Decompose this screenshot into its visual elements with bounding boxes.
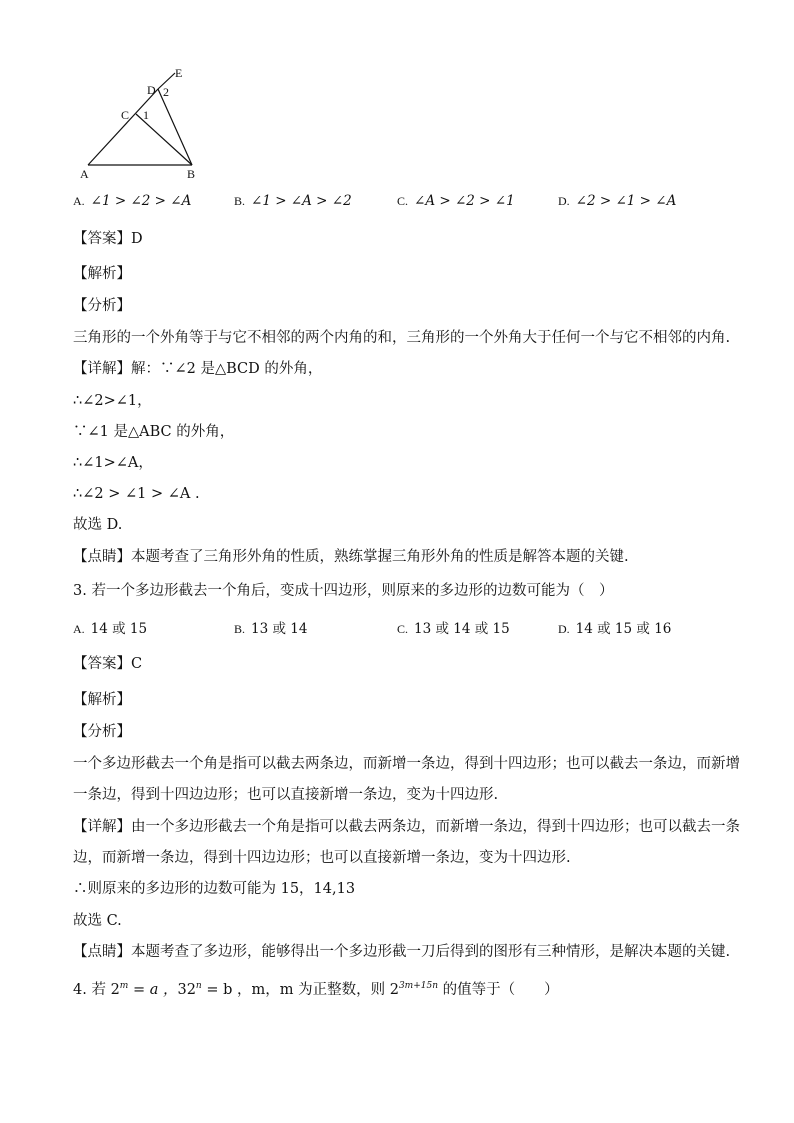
figure-lines <box>88 73 192 165</box>
option-text: ∠1 > ∠2 > ∠A <box>90 193 192 209</box>
label-C: C <box>121 108 130 122</box>
label-E: E <box>175 66 183 80</box>
option-key: D. <box>558 622 570 636</box>
q3-answer: 【答案】C <box>73 656 143 672</box>
q2-analysis: 三角形的一个外角等于与它不相邻的两个内角的和，三角形的一个外角大于任何一个与它不相邻的内角. <box>73 330 731 346</box>
q3-detail-1: 【详解】由一个多边形截去一个角是指可以截去两条边，而新增一条边，得到十四边形；也可以截去一条 <box>73 819 740 835</box>
q2-answer: 【答案】D <box>73 231 143 247</box>
q2-detail-3: ∵∠1 是△ABC 的外角， <box>73 424 235 440</box>
q3-detail-4: 故选 C. <box>73 913 122 929</box>
q4-eq1: = a ， <box>128 981 178 998</box>
q2-jiexi: 【解析】 <box>73 266 131 282</box>
label-B: B <box>187 167 196 181</box>
label-D: D <box>147 83 156 97</box>
q3-option-c <box>397 619 510 639</box>
q2-dianjing: 【点睛】本题考查了三角形外角的性质，熟练掌握三角形外角的性质是解答本题的关键. <box>73 549 629 565</box>
label-angle-1: 1 <box>143 108 149 122</box>
q3-detail-2: 边，而新增一条边，得到十四边边形；也可以直接新增一条边，变为十四边形. <box>73 850 571 866</box>
q2-detail-5: ∴∠2 > ∠1 > ∠A . <box>73 486 200 502</box>
q3-analysis-2: 一条边，得到十四边边形；也可以直接新增一条边，变为十四边形. <box>73 787 499 803</box>
option-key: C. <box>397 194 409 208</box>
option-key: A. <box>73 194 85 208</box>
q2-option-b <box>234 191 352 211</box>
option-text: ∠2 > ∠1 > ∠A <box>575 193 677 209</box>
q4-base2: 32 <box>177 981 196 998</box>
option-key: B. <box>234 622 246 636</box>
q2-detail-6: 故选 D. <box>73 517 123 533</box>
option-text: 14 或 15 <box>90 621 148 637</box>
q4-exp2: n <box>195 981 202 991</box>
q4-question <box>73 976 559 1000</box>
option-text: 14 或 15 或 16 <box>575 621 672 637</box>
q2-detail-1: 【详解】解：∵∠2 是△BCD 的外角， <box>73 361 323 377</box>
q2-fenxi: 【分析】 <box>73 298 131 314</box>
option-key: C. <box>397 622 409 636</box>
q2-option-c <box>397 191 515 211</box>
option-key: B. <box>234 194 246 208</box>
q3-jiexi: 【解析】 <box>73 692 131 708</box>
q4-base1: 2 <box>110 981 120 998</box>
q3-dianjing: 【点睛】本题考查了多边形，能够得出一个多边形截一刀后得到的图形有三种情形，是解决本题的关键. <box>73 944 731 960</box>
q3-question: 3. 若一个多边形截去一个角后，变成十四边形，则原来的多边形的边数可能为（ ） <box>73 583 614 599</box>
label-angle-2: 2 <box>163 85 169 99</box>
q2-option-d <box>558 191 676 211</box>
option-text: 13 或 14 <box>251 621 308 637</box>
q4-exp3: 3m+15n <box>398 981 438 991</box>
q3-option-a <box>73 619 147 639</box>
q2-option-a <box>73 191 191 211</box>
option-text: ∠A > ∠2 > ∠1 <box>414 193 515 209</box>
q4-exp1: m <box>119 981 129 991</box>
q2-detail-4: ∴∠1>∠A， <box>73 455 153 471</box>
q4-prefix: 4. 若 <box>73 981 111 998</box>
q3-detail-3: ∴则原来的多边形的边数可能为 15，14,13 <box>73 881 356 897</box>
option-text: 13 或 14 或 15 <box>414 621 510 637</box>
q2-detail-2: ∴∠2>∠1， <box>73 393 152 409</box>
q3-option-d <box>558 619 671 639</box>
q3-option-b <box>234 619 307 639</box>
q4-eq2: = b ，m，m 为正整数，则 <box>201 981 390 998</box>
q3-fenxi: 【分析】 <box>73 724 131 740</box>
option-key: A. <box>73 622 85 636</box>
option-text: ∠1 > ∠A > ∠2 <box>251 193 352 209</box>
label-A: A <box>80 167 89 181</box>
q4-base3: 2 <box>389 981 399 998</box>
triangle-figure <box>75 65 215 185</box>
option-key: D. <box>558 194 570 208</box>
q4-suffix: 的值等于（ ） <box>438 981 559 998</box>
q3-analysis-1: 一个多边形截去一个角是指可以截去两条边，而新增一条边，得到十四边形；也可以截去一条边，而新增 <box>73 756 740 772</box>
